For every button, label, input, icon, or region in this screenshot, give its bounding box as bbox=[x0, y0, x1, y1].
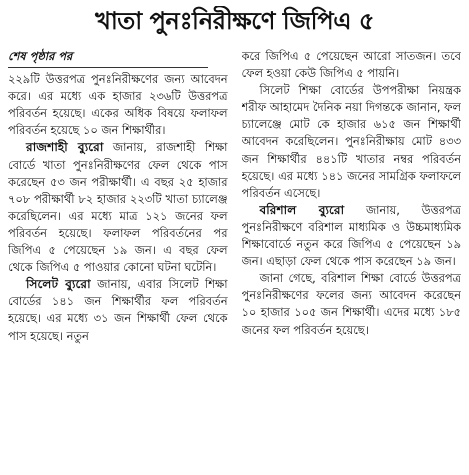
paragraph-text: জানায়, রাজশাহী শিক্ষা বোর্ডে খাতা পুনঃনিরীক্ষণের ফেল থেকে পাস করেছেন ৫৩ জন পরীক্ষার্থী। এ বছর ২৫ হাজার ৭০৮ পরীক্ষার্থী ৮২ হাজার ২২৩টি খাতা চ্যালেঞ্জ করেছিলেন। এর মধ্যে মাত্র ১২১ জনের ফল পরিবর্তন হয়েছে। ফলাফল পরিবর্তনের পর জিপিএ ৫ পেয়েছেন ১৯ জন। এ বছর ফেল থেকে জিপিএ ৫ পাওয়ার কোনো ঘটনা ঘটেনি। bbox=[8, 140, 228, 275]
left-column bbox=[8, 48, 228, 345]
paragraph-rajshahi bbox=[8, 139, 228, 276]
bureau-rajshahi: রাজশাহী ব্যুরো bbox=[26, 140, 104, 155]
paragraph: করে জিপিএ ৫ পেয়েছেন আরো সাতজন। তবে ফেল হওয়া কেউ জিপিএ ৫ পায়নি। bbox=[241, 49, 461, 81]
paragraph-text: জানায়, উত্তরপত্র পুনঃনিরীক্ষণে বরিশাল মাধ্যমিক ও উচ্চমাধ্যমিক শিক্ষাবোর্ডে নতুন করে জিপিএ ৫ পেয়েছেন ১৯ জন। এছাড়া ফেল থেকে পাস করেছেন ১৯ জন। bbox=[241, 202, 461, 269]
bureau-sylhet: সিলেট ব্যুরো bbox=[26, 277, 91, 292]
bureau-barishal: বরিশাল ব্যুরো bbox=[259, 202, 345, 217]
paragraph: ২২৯টি উত্তরপত্র পুনঃনিরীক্ষণের জন্য আবেদন করে। এর মধ্যে এক হাজার ২৩৬টি উত্তরপত্র পরিবর্তন হয়েছে। একের অধিক বিষয়ে ফলাফল পরিবর্তন হয়েছে ১০ জন শিক্ষার্থীর। bbox=[8, 72, 228, 138]
kicker-divider bbox=[8, 67, 208, 68]
paragraph-sylhet bbox=[8, 276, 228, 344]
headline: খাতা পুনঃনিরীক্ষণে জিপিএ ৫ bbox=[95, 7, 374, 35]
right-column bbox=[242, 48, 462, 345]
article-body bbox=[8, 48, 461, 345]
paragraph: সিলেট শিক্ষা বোর্ডের উপপরীক্ষা নিয়ন্ত্রক শরীফ আহামেদ দৈনিক নয়া দিগন্তকে জানান, ফল চ্যালেঞ্জে মোট কে হাজার ৬১৫ জন শিক্ষার্থী আবেদন করেছিলেন। পুনঃনিরীক্ষায় মোট ৪৩৩ জন শিক্ষার্থীর ৪৪১টি খাতার নম্বর পরিবর্তন হয়েছে। এর মধ্যে ১৪১ জনের সামগ্রিক ফলাফলে পরিবর্তন এসেছে। bbox=[241, 83, 461, 200]
paragraph: জানা গেছে, বরিশাল শিক্ষা বোর্ডে উত্তরপত্র পুনঃনিরীক্ষণের ফলের জন্য আবেদন করেছেন ১০ হাজার ১০৫ জন শিক্ষার্থী। এদের মধ্যে ১৮৫ জনের ফল পরিবর্তন হয়েছে। bbox=[241, 271, 461, 337]
paragraph-barishal bbox=[242, 202, 462, 270]
continuation-kicker: শেষ পৃষ্ঠার পর bbox=[8, 49, 73, 63]
paragraph-text: জানায়, এবার সিলেট শিক্ষা বোর্ডের ১৪১ জন শিক্ষার্থীর ফল পরিবর্তন হয়েছে। এর মধ্যে ৩১ জন শিক্ষার্থী ফেল থেকে পাস হয়েছে। নতুন bbox=[8, 277, 228, 343]
